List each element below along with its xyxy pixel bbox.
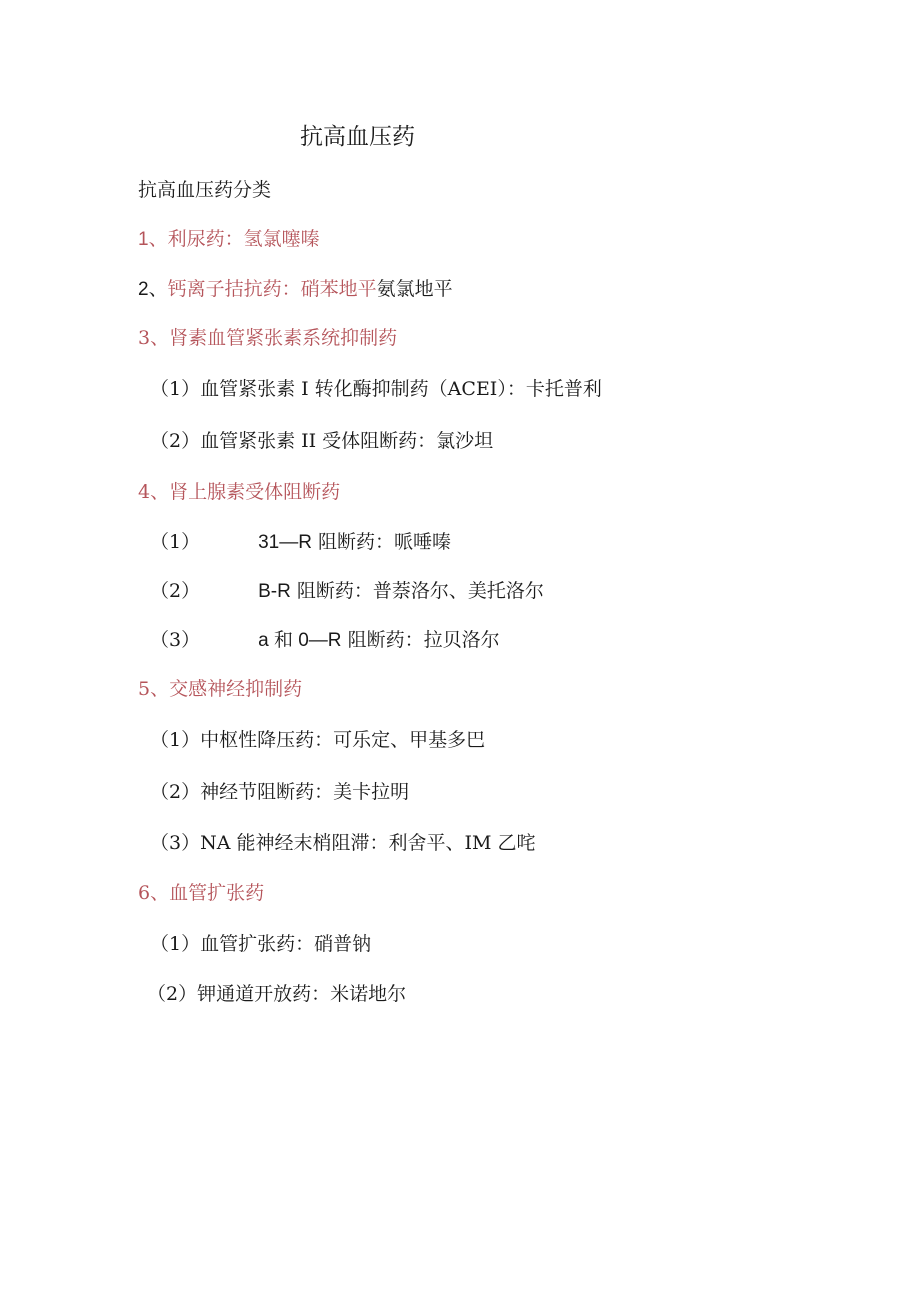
section-1-label: 利尿药： (167, 228, 244, 250)
section-3-item-2 (150, 429, 493, 453)
item-number: （3） (150, 629, 201, 651)
section-4-item-2 (150, 579, 544, 604)
item-number: （1） (150, 729, 201, 751)
section-5-item-2 (150, 780, 409, 804)
section-1 (138, 227, 320, 252)
section-1-number: 1、 (138, 229, 168, 250)
section-6-item-1 (150, 932, 371, 956)
section-6-heading: 6、血管扩张药 (138, 882, 265, 904)
item-number: （2） (150, 430, 201, 452)
item-text: 阻断药：普萘洛尔、美托洛尔 (296, 580, 544, 602)
item-text: 中枢性降压药：可乐定、甲基多巴 (200, 729, 486, 751)
section-3-item-1 (150, 377, 602, 401)
section-4-item-1 (150, 530, 451, 555)
section-1-drug: 氢氯噻嗪 (243, 228, 320, 250)
section-5-item-1 (150, 728, 485, 752)
item-number: （2） (150, 580, 201, 602)
item-code: a 和 0—R (258, 630, 342, 651)
item-text: 血管扩张药：硝普钠 (200, 933, 372, 955)
item-number: （2） (147, 983, 198, 1005)
item-text: NA 能神经末梢阻滞：利舍平、IM 乙咤 (200, 832, 536, 854)
section-5-heading: 5、交感神经抑制药 (138, 678, 303, 700)
section-2-number: 2、 (138, 279, 168, 300)
item-number: （1） (150, 531, 201, 553)
section-4-item-3 (150, 628, 500, 653)
section-subtitle: 抗高血压药分类 (138, 179, 272, 201)
item-code: 31—R (258, 532, 312, 553)
section-2-drug: 氨氯地平 (376, 278, 453, 300)
item-code: B-R (258, 581, 291, 602)
item-number: （2） (150, 781, 201, 803)
section-5-item-3 (150, 831, 535, 855)
section-6-item-2 (147, 982, 406, 1006)
item-text: 阻断药：哌唾嗪 (318, 531, 452, 553)
item-text: 阻断药：拉贝洛尔 (347, 629, 500, 651)
page-title: 抗高血压药 (300, 124, 415, 150)
item-number: （3） (150, 832, 201, 854)
section-2-drug-red: 硝苯地平 (300, 278, 377, 300)
section-4-heading: 4、肾上腺素受体阻断药 (138, 481, 341, 503)
section-2 (138, 277, 453, 302)
item-text: 血管紧张素 II 受体阻断药：氯沙坦 (200, 430, 494, 452)
section-3-heading: 3、肾素血管紧张素系统抑制药 (138, 327, 398, 349)
item-number: （1） (150, 933, 201, 955)
item-text: 神经节阻断药：美卡拉明 (200, 781, 410, 803)
section-2-label: 钙离子拮抗药： (167, 278, 301, 300)
item-number: （1） (150, 378, 201, 400)
item-text: 钾通道开放药：米诺地尔 (197, 983, 407, 1005)
item-text: 血管紧张素 I 转化酶抑制药（ACEI）：卡托普利 (200, 378, 602, 400)
